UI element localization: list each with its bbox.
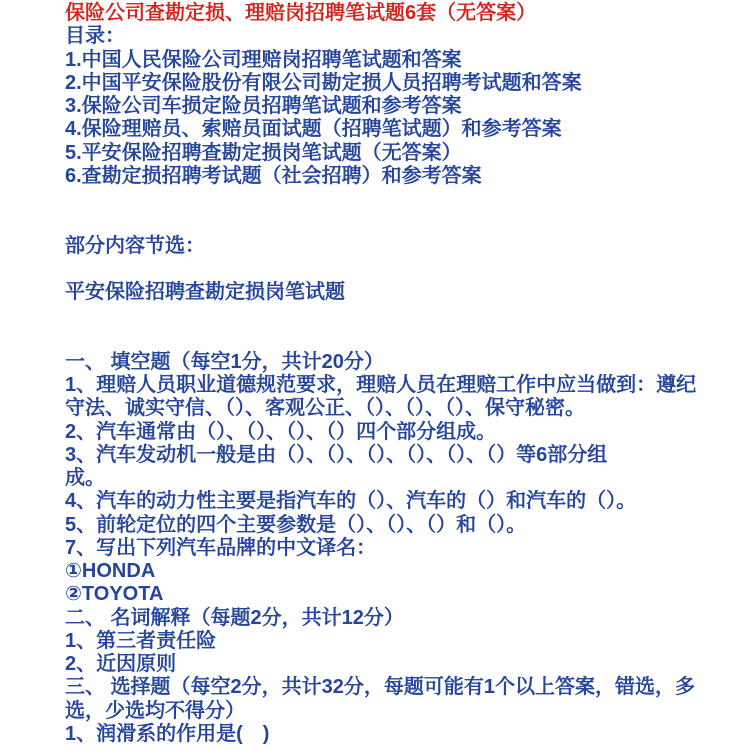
document-title: 保险公司查勘定损、理赔岗招聘笔试题6套（无答案） (65, 2, 537, 24)
blank-line (65, 211, 730, 234)
body-line: 一、 填空题（每空1分，共计20分） (65, 350, 384, 373)
toc-item: 2.中国平安保险股份有限公司勘定损人员招聘考试题和答案 (65, 71, 582, 94)
body-line: 4、汽车的动力性主要是指汽车的（）、汽车的（）和汽车的（）。 (65, 490, 637, 513)
toc-item: 1.中国人民保险公司理赔岗招聘笔试题和答案 (65, 48, 462, 71)
body-line: 3、汽车发动机一般是由（）、（）、（）、（）、（）、（）等6部分组 (65, 443, 608, 466)
toc-item: 3.保险公司车损定险员招聘笔试题和参考答案 (65, 95, 462, 117)
blank-line (65, 258, 730, 281)
excerpt-label: 部分内容节选： (65, 234, 205, 257)
body-line: 成。 (65, 467, 105, 489)
body-line: 2、近因原则 (65, 653, 177, 675)
body-line: 选，少选均不得分） (65, 699, 245, 722)
toc-item: 6.查勘定损招聘考试题（社会招聘）和参考答案 (65, 164, 482, 187)
body-line: 2、汽车通常由（）、（）、（）、（）四个部分组成。 (65, 420, 497, 443)
body-line: 1、第三者责任险 (65, 629, 217, 652)
excerpt-title: 平安保险招聘查勘定损岗笔试题 (65, 281, 345, 303)
body-line: 三、 选择题（每空2分，共计32分，每题可能有1个以上答案，错选，多 (65, 676, 696, 699)
body-line: 二、 名词解释（每题2分，共计12分） (65, 606, 404, 629)
toc-item: 5.平安保险招聘查勘定损岗笔试题（无答案） (65, 141, 462, 164)
toc-list (65, 49, 730, 189)
blank-line (65, 328, 730, 351)
body-line: ②TOYOTA (65, 583, 164, 606)
body-line: 5、前轮定位的四个主要参数是（）、（）、（）和（）。 (65, 513, 527, 536)
blank-line (65, 188, 730, 211)
body-line: 7、写出下列汽车品牌的中文译名： (65, 536, 377, 559)
toc-item: 4.保险理赔员、索赔员面试题（招聘笔试题）和参考答案 (65, 118, 562, 141)
body-line: 1、润滑系的作用是( ) (65, 722, 270, 745)
document-body (65, 351, 730, 746)
body-line: 1、理赔人员职业道德规范要求，理赔人员在理赔工作中应当做到：遵纪 (65, 374, 697, 396)
body-line: 守法、诚实守信、（）、客观公正、（）、（）、（）、保守秘密。 (65, 397, 585, 420)
toc-label: 目录： (65, 25, 125, 48)
body-line: ①HONDA (65, 560, 156, 582)
blank-line (65, 304, 730, 327)
